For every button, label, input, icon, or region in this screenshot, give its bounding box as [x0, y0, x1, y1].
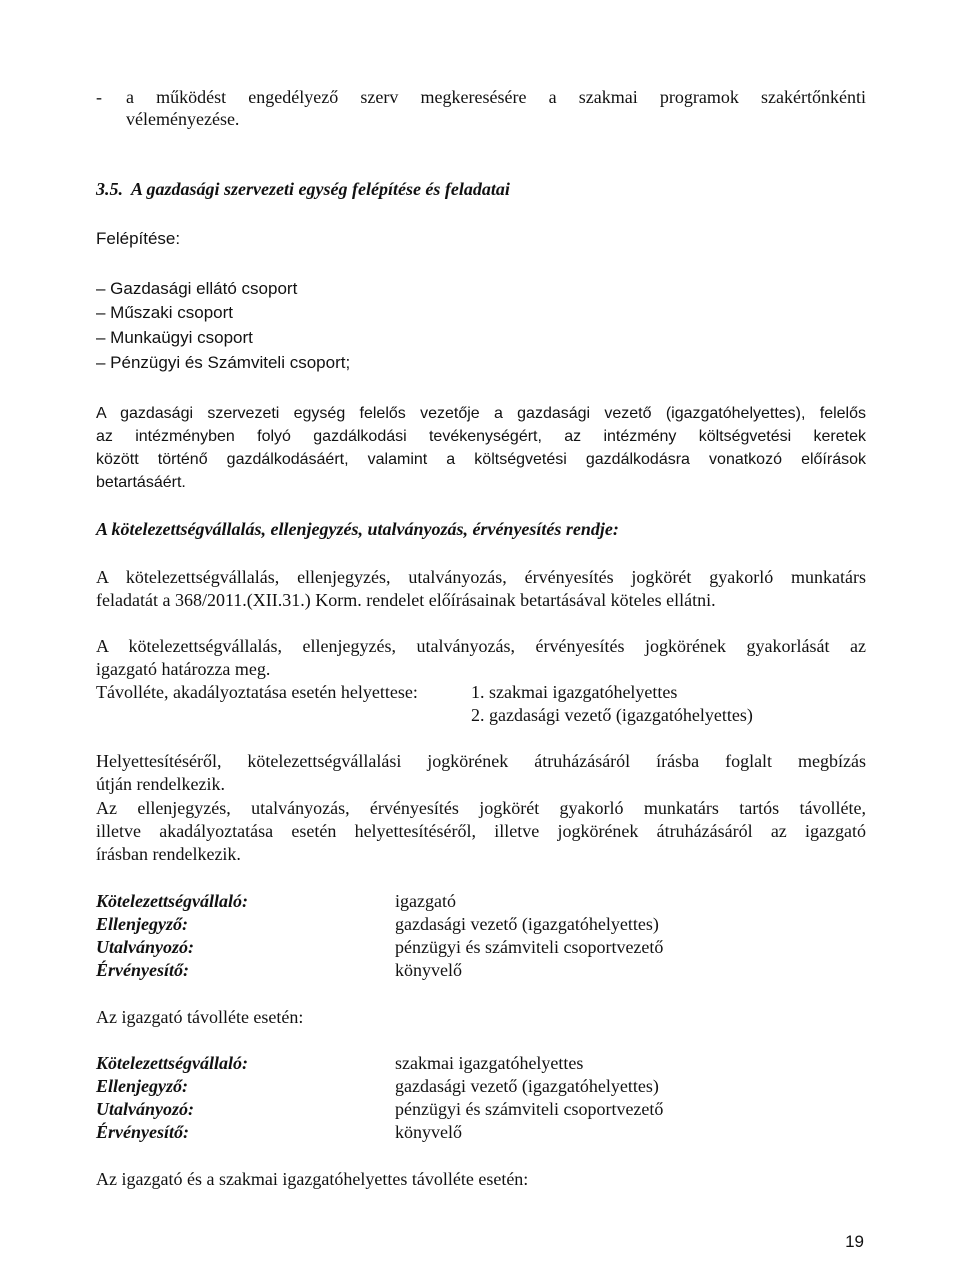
section-number: 3.5.: [96, 179, 123, 199]
responsibility-line-1: A gazdasági szervezeti egység felelős vezetője a gazdasági vezető (igazgatóhelyettes), felelős: [96, 405, 866, 422]
role-holder: könyvelő: [395, 960, 462, 980]
order-p3-line-2: útján rendelkezik.: [96, 774, 225, 794]
deputy-label: Távolléte, akadályoztatása esetén helyettese:: [96, 682, 418, 702]
deputy-second: 2. gazdasági vezető (igazgatóhelyettes): [471, 705, 753, 725]
role-label: Ellenjegyző:: [96, 914, 188, 934]
responsibility-line-2: az intézményben folyó gazdálkodási tevékenységért, az intézmény költségvetési keretek: [96, 428, 866, 445]
role-holder: igazgató: [395, 891, 456, 911]
role-holder: szakmai igazgatóhelyettes: [395, 1053, 584, 1073]
role-holder: pénzügyi és számviteli csoportvezető: [395, 1099, 664, 1119]
absence-note-1: Az igazgató távolléte esetén:: [96, 1007, 304, 1027]
role-holder: gazdasági vezető (igazgatóhelyettes): [395, 914, 659, 934]
order-p2-line-2: igazgató határozza meg.: [96, 659, 271, 679]
role-label: Kötelezettségvállaló:: [96, 1053, 248, 1073]
order-p4-line-3: írásban rendelkezik.: [96, 844, 241, 864]
role-holder: gazdasági vezető (igazgatóhelyettes): [395, 1076, 659, 1096]
intro-line-1: a működést engedélyező szerv megkeresésére a szakmai programok szakértőnkénti: [126, 87, 866, 107]
role-label: Érvényesítő:: [96, 960, 189, 980]
responsibility-line-4: betartásáért.: [96, 474, 186, 491]
structure-item: – Gazdasági ellátó csoport: [96, 279, 298, 298]
role-label: Kötelezettségvállaló:: [96, 891, 248, 911]
role-holder: könyvelő: [395, 1122, 462, 1142]
order-p1-line-2: feladatát a 368/2011.(XII.31.) Korm. rendelet előírásainak betartásával köteles ellátni.: [96, 590, 716, 610]
role-label: Ellenjegyző:: [96, 1076, 188, 1096]
intro-line-2: véleményezése.: [126, 109, 240, 129]
role-label: Utalványozó:: [96, 937, 194, 957]
structure-label: Felépítése:: [96, 229, 181, 248]
order-p1-line-1: A kötelezettségvállalás, ellenjegyzés, utalványozás, érvényesítés jogkörét gyakorló munkatárs: [96, 567, 866, 587]
page-number: 19: [845, 1232, 864, 1251]
responsibility-line-3: között történő gazdálkodásáért, valamint a költségvetési gazdálkodásra vonatkozó előírások: [96, 451, 866, 468]
order-p3-line-1: Helyettesítéséről, kötelezettségvállalási jogkörének átruházásáról írásba foglalt megbízás: [96, 751, 866, 771]
structure-item: – Pénzügyi és Számviteli csoport;: [96, 353, 351, 372]
order-p2-line-1: A kötelezettségvállalás, ellenjegyzés, utalványozás, érvényesítés jogkörének gyakorlását az: [96, 636, 866, 656]
absence-note-2: Az igazgató és a szakmai igazgatóhelyettes távolléte esetén:: [96, 1169, 529, 1189]
structure-item: – Műszaki csoport: [96, 303, 233, 322]
structure-item: – Munkaügyi csoport: [96, 328, 253, 347]
role-holder: pénzügyi és számviteli csoportvezető: [395, 937, 664, 957]
role-label: Érvényesítő:: [96, 1122, 189, 1142]
deputy-first: 1. szakmai igazgatóhelyettes: [471, 682, 678, 702]
role-label: Utalványozó:: [96, 1099, 194, 1119]
intro-dash: -: [96, 87, 102, 107]
section-title: A gazdasági szervezeti egység felépítése és feladatai: [131, 179, 510, 199]
order-heading: A kötelezettségvállalás, ellenjegyzés, utalványozás, érvényesítés rendje:: [96, 519, 619, 539]
order-p4-line-1: Az ellenjegyzés, utalványozás, érvényesítés jogkörét gyakorló munkatárs tartós távolléte,: [96, 798, 866, 818]
order-p4-line-2: illetve akadályoztatása esetén helyettesítéséről, illetve jogkörének átruházásáról az igazgató: [96, 821, 866, 841]
